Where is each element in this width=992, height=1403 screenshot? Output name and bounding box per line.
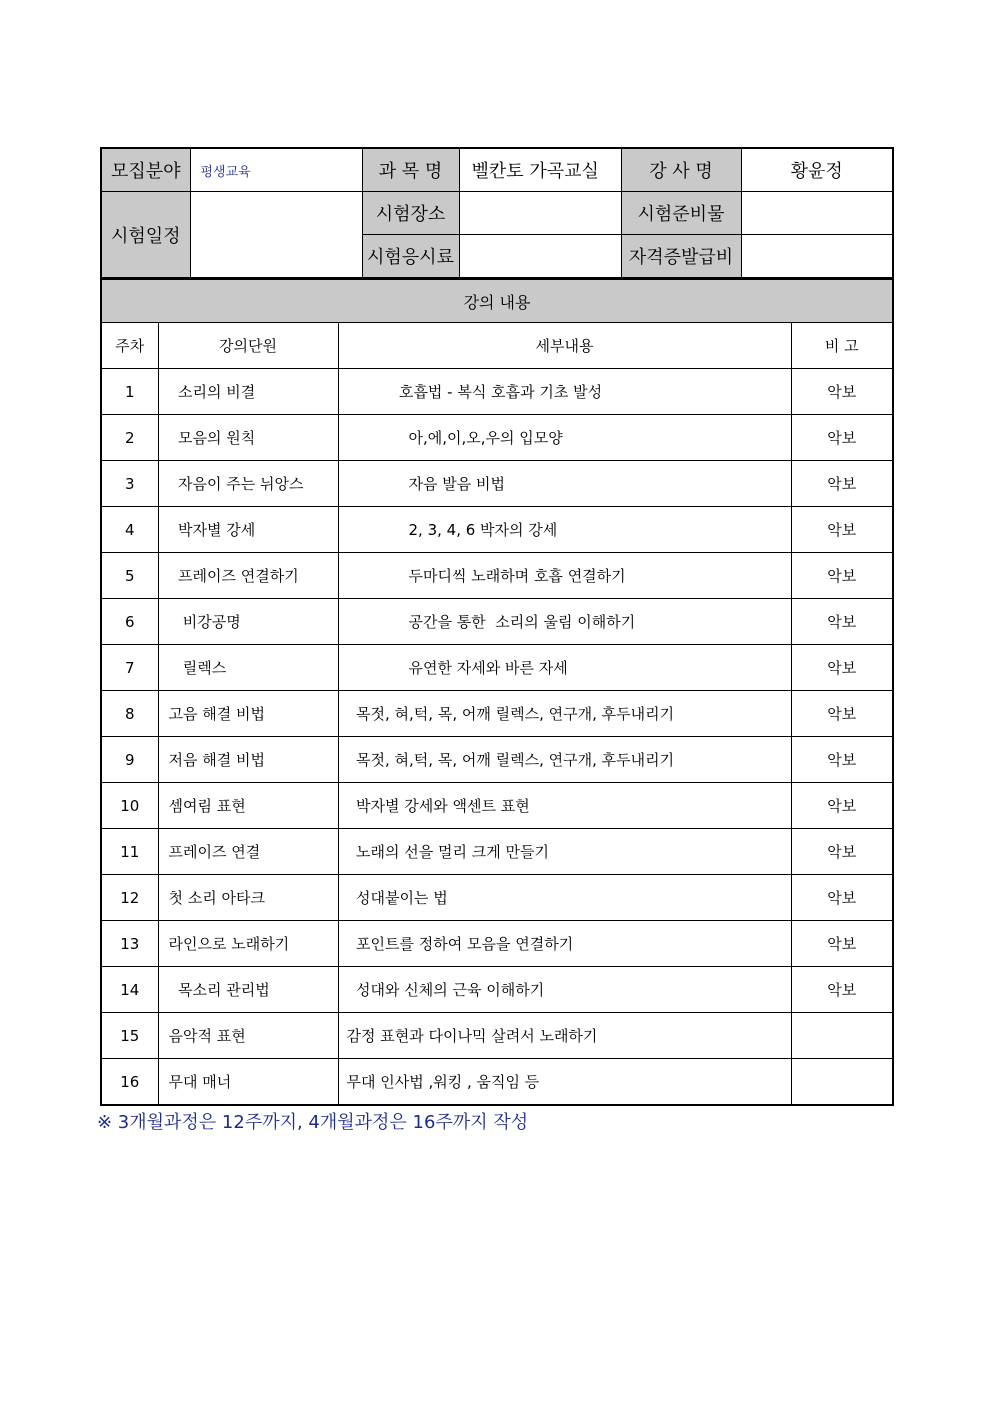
table-row xyxy=(101,1013,893,1059)
table-row xyxy=(101,369,893,415)
note-cell xyxy=(791,1059,893,1106)
note-cell: 악보 xyxy=(791,829,893,875)
note-cell: 악보 xyxy=(791,507,893,553)
unit-cell: 고음 해결 비법 xyxy=(158,691,338,737)
table-row xyxy=(101,507,893,553)
note-cell: 악보 xyxy=(791,553,893,599)
detail-cell: 무대 인사법 ,워킹 , 움직임 등 xyxy=(338,1059,791,1106)
week-cell: 15 xyxy=(101,1013,158,1059)
detail-cell: 성대와 신체의 근육 이해하기 xyxy=(338,967,791,1013)
recruit-value: 평생교육 xyxy=(190,148,362,192)
table-row xyxy=(101,875,893,921)
note-cell xyxy=(791,1013,893,1059)
instructor-value: 황윤정 xyxy=(741,148,893,192)
table-row xyxy=(101,783,893,829)
note-cell: 악보 xyxy=(791,783,893,829)
detail-cell: 노래의 선을 멀리 크게 만들기 xyxy=(338,829,791,875)
unit-cell: 프레이즈 연결하기 xyxy=(158,553,338,599)
course-value: 벨칸토 가곡교실 xyxy=(459,148,621,192)
week-cell: 14 xyxy=(101,967,158,1013)
detail-cell: 공간을 통한 소리의 울림 이해하기 xyxy=(338,599,791,645)
lecture-band-title: 강의 내용 xyxy=(101,280,893,323)
detail-cell: 자음 발음 비법 xyxy=(338,461,791,507)
table-row xyxy=(101,737,893,783)
note-cell: 악보 xyxy=(791,921,893,967)
detail-cell: 두마디씩 노래하며 호흡 연결하기 xyxy=(338,553,791,599)
week-cell: 16 xyxy=(101,1059,158,1106)
week-cell: 11 xyxy=(101,829,158,875)
table-row xyxy=(101,1059,893,1106)
week-cell: 7 xyxy=(101,645,158,691)
table-row xyxy=(101,461,893,507)
detail-cell: 박자별 강세와 액센트 표현 xyxy=(338,783,791,829)
table-row xyxy=(101,645,893,691)
unit-cell: 셈여림 표현 xyxy=(158,783,338,829)
week-cell: 13 xyxy=(101,921,158,967)
unit-cell: 첫 소리 아타크 xyxy=(158,875,338,921)
table-row xyxy=(101,599,893,645)
detail-cell: 아,에,이,오,우의 입모양 xyxy=(338,415,791,461)
col-detail: 세부내용 xyxy=(338,323,791,369)
place-value xyxy=(459,192,621,235)
week-cell: 3 xyxy=(101,461,158,507)
place-label: 시험장소 xyxy=(362,192,459,235)
detail-cell: 성대붙이는 법 xyxy=(338,875,791,921)
schedule-label: 시험일정 xyxy=(101,192,190,279)
table-row xyxy=(101,829,893,875)
col-week: 주차 xyxy=(101,323,158,369)
week-cell: 2 xyxy=(101,415,158,461)
recruit-label: 모집분야 xyxy=(101,148,190,192)
course-info-table xyxy=(100,147,894,279)
note-cell: 악보 xyxy=(791,967,893,1013)
unit-cell: 음악적 표현 xyxy=(158,1013,338,1059)
table-row xyxy=(101,921,893,967)
unit-cell: 모음의 원칙 xyxy=(158,415,338,461)
week-cell: 9 xyxy=(101,737,158,783)
note-cell: 악보 xyxy=(791,691,893,737)
unit-cell: 목소리 관리법 xyxy=(158,967,338,1013)
unit-cell: 자음이 주는 뉘앙스 xyxy=(158,461,338,507)
note-cell: 악보 xyxy=(791,599,893,645)
materials-value xyxy=(741,192,893,235)
table-row xyxy=(101,415,893,461)
unit-cell: 비강공명 xyxy=(158,599,338,645)
week-cell: 8 xyxy=(101,691,158,737)
col-note: 비 고 xyxy=(791,323,893,369)
detail-cell: 포인트를 정하여 모음을 연결하기 xyxy=(338,921,791,967)
cert-fee-label: 자격증발급비 xyxy=(621,235,741,279)
week-cell: 10 xyxy=(101,783,158,829)
note-cell: 악보 xyxy=(791,875,893,921)
unit-cell: 박자별 강세 xyxy=(158,507,338,553)
note-cell: 악보 xyxy=(791,369,893,415)
note-cell: 악보 xyxy=(791,415,893,461)
table-row xyxy=(101,967,893,1013)
lecture-table xyxy=(100,279,894,1106)
detail-cell: 감정 표현과 다이나믹 살려서 노래하기 xyxy=(338,1013,791,1059)
week-cell: 6 xyxy=(101,599,158,645)
footnote: ※ 3개월과정은 12주까지, 4개월과정은 16주까지 작성 xyxy=(97,1112,529,1133)
week-cell: 5 xyxy=(101,553,158,599)
week-cell: 12 xyxy=(101,875,158,921)
materials-label: 시험준비물 xyxy=(621,192,741,235)
table-row xyxy=(101,553,893,599)
course-label: 과 목 명 xyxy=(362,148,459,192)
detail-cell: 호흡법 - 복식 호흡과 기초 발성 xyxy=(338,369,791,415)
note-cell: 악보 xyxy=(791,645,893,691)
detail-cell: 목젓, 혀,턱, 목, 어깨 릴렉스, 연구개, 후두내리기 xyxy=(338,691,791,737)
detail-cell: 2, 3, 4, 6 박자의 강세 xyxy=(338,507,791,553)
fee-label: 시험응시료 xyxy=(362,235,459,279)
week-cell: 4 xyxy=(101,507,158,553)
cert-fee-value xyxy=(741,235,893,279)
unit-cell: 라인으로 노래하기 xyxy=(158,921,338,967)
table-row xyxy=(101,691,893,737)
unit-cell: 저음 해결 비법 xyxy=(158,737,338,783)
week-cell: 1 xyxy=(101,369,158,415)
unit-cell: 무대 매너 xyxy=(158,1059,338,1106)
lecture-rows xyxy=(101,369,893,1106)
instructor-label: 강 사 명 xyxy=(621,148,741,192)
note-cell: 악보 xyxy=(791,737,893,783)
course-form xyxy=(100,147,892,1106)
unit-cell: 프레이즈 연결 xyxy=(158,829,338,875)
unit-cell: 소리의 비결 xyxy=(158,369,338,415)
note-cell: 악보 xyxy=(791,461,893,507)
detail-cell: 유연한 자세와 바른 자세 xyxy=(338,645,791,691)
detail-cell: 목젓, 혀,턱, 목, 어깨 릴렉스, 연구개, 후두내리기 xyxy=(338,737,791,783)
fee-value xyxy=(459,235,621,279)
col-unit: 강의단원 xyxy=(158,323,338,369)
unit-cell: 릴렉스 xyxy=(158,645,338,691)
schedule-value xyxy=(190,192,362,279)
